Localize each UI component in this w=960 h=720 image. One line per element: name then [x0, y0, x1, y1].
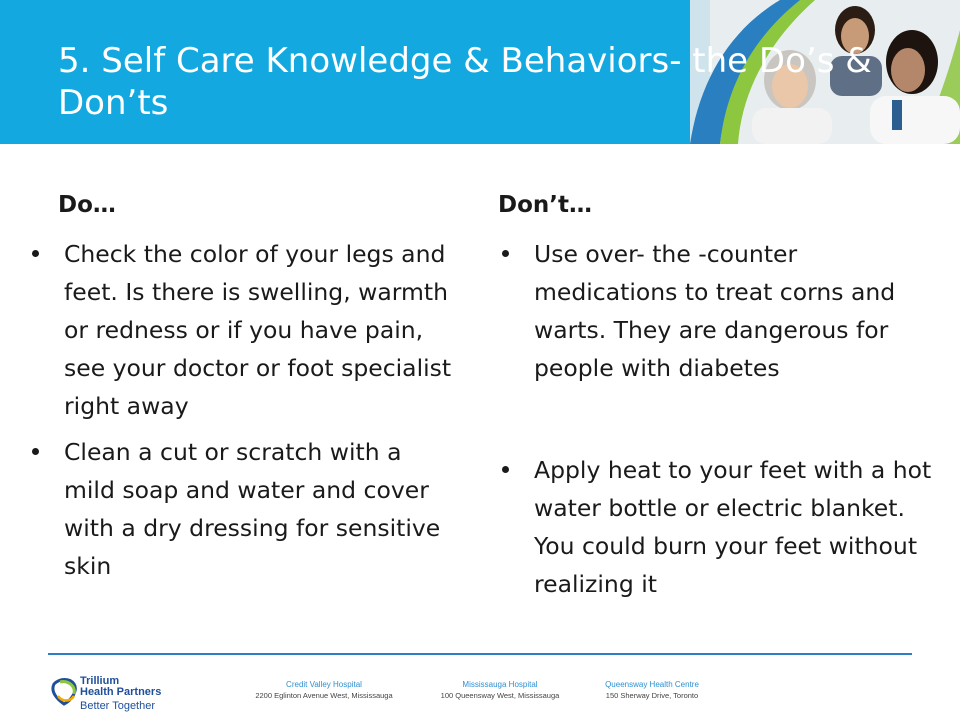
bullet-dot-icon	[502, 250, 509, 257]
do-item-text: Check the color of your legs and feet. Is there is swelling, warmth or redness or if you have pain, see your doctor or foot specialist right away	[64, 240, 452, 420]
site-credit-valley	[234, 679, 414, 702]
dont-list	[502, 235, 932, 603]
dont-item	[502, 235, 932, 387]
footer-divider	[48, 653, 912, 655]
site-address: 100 Queensway West, Mississauga	[440, 691, 560, 700]
slide-title: 5. Self Care Knowledge & Behaviors- the Do’s & Don’ts	[58, 41, 872, 123]
site-queensway	[562, 679, 742, 702]
do-item-text: Clean a cut or scratch with a mild soap and water and cover with a dry dressing for sensitive skin	[64, 438, 441, 580]
dont-item	[502, 451, 932, 603]
site-name: Credit Valley Hospital	[286, 680, 362, 689]
dont-item-text: Use over- the -counter medications to treat corns and warts. They are dangerous for people with diabetes	[534, 240, 896, 382]
do-item	[32, 433, 452, 585]
do-item	[32, 235, 452, 425]
brand-name-line1: Trillium	[80, 675, 120, 687]
bullet-dot-icon	[502, 466, 509, 473]
dont-heading: Don’t…	[498, 192, 592, 218]
do-heading: Do…	[58, 192, 116, 218]
title-banner	[0, 0, 960, 144]
site-address: 2200 Eglinton Avenue West, Mississauga	[255, 691, 393, 700]
site-name: Queensway Health Centre	[605, 680, 699, 689]
brand-tagline: Better Together	[80, 700, 156, 712]
bullet-dot-icon	[32, 250, 39, 257]
brand-name-line2: Health Partners	[80, 686, 162, 698]
brand-wordmark	[80, 676, 161, 714]
dont-item-text: Apply heat to your feet with a hot water bottle or electric blanket. You could burn your feet without realizing it	[534, 456, 932, 598]
do-list	[32, 235, 452, 585]
site-name: Mississauga Hospital	[462, 680, 538, 689]
bullet-dot-icon	[32, 448, 39, 455]
site-address: 150 Sherway Drive, Toronto	[605, 691, 699, 700]
